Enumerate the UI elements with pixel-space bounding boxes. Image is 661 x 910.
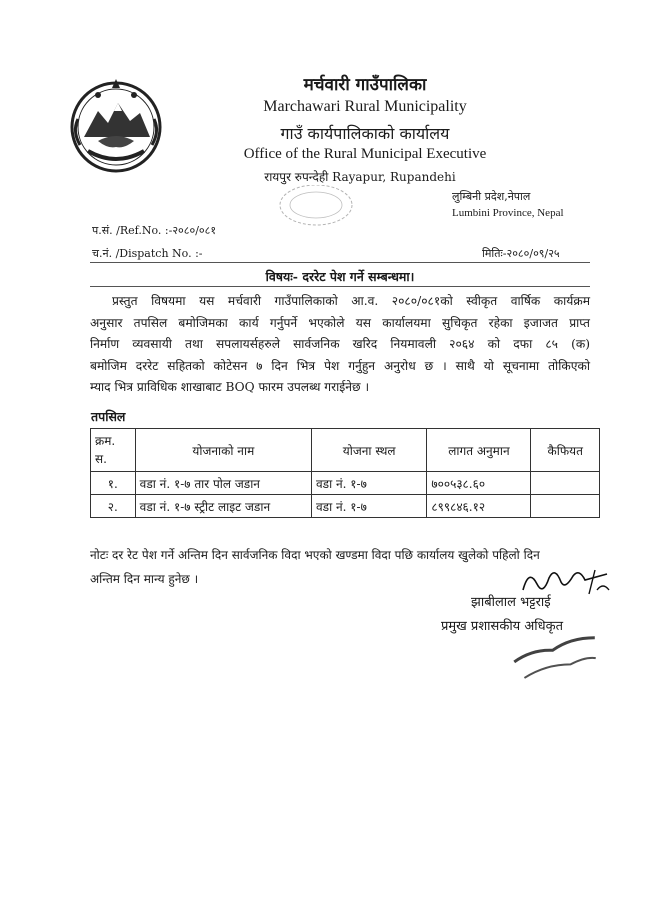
nepal-emblem-icon — [64, 75, 168, 179]
signatory-title: प्रमुख प्रशासकीय अधिकृत — [441, 619, 564, 634]
table-row — [91, 472, 600, 495]
province-english: Lumbini Province, Nepal — [452, 207, 564, 219]
header-serial-line2: स. — [95, 452, 107, 466]
office-name-english: Office of the Rural Municipal Executive — [243, 146, 487, 162]
note-line: अन्तिम दिन मान्य हुनेछ । — [90, 572, 199, 586]
table-header-row — [91, 429, 600, 472]
schedule-table — [90, 428, 600, 518]
body-line: अनुसार तपसिल बमोजिमका कार्य गर्नुपर्ने भएकोले यस कार्यालयमा सुचिकृत रहेका इजाजत प्राप्त — [90, 315, 590, 330]
note-line: नोटः दर रेट पेश गर्ने अन्तिम दिन सार्वजनिक विदा भएको खण्डमा विदा पछि कार्यालय खुलेको पहिलो दिन — [90, 548, 540, 562]
cell-cost-estimate: ८९९८४६.१२ — [427, 495, 531, 518]
municipality-name-nepali: मर्चवारी गाउँपालिका — [303, 75, 427, 95]
body-line: प्रस्तुत विषयमा यस मर्चवारी गाउँपालिकाको आ.व. २०८०/०८१को स्वीकृत वार्षिक कार्यक्रम — [112, 294, 590, 308]
header-project-location: योजना स्थल — [312, 429, 427, 472]
header-project-name: योजनाको नाम — [135, 429, 311, 472]
cell-cost-estimate: ७००५३८.६० — [427, 472, 531, 495]
cell-project-location: वडा नं. १-७ — [312, 495, 427, 518]
cell-project-name: वडा नं. १-७ तार पोल जडान — [135, 472, 311, 495]
table-row — [91, 495, 600, 518]
officer-stamp — [495, 630, 615, 690]
cell-serial: २. — [91, 495, 136, 518]
header-serial — [91, 429, 136, 472]
office-name-nepali: गाउँ कार्यपालिकाको कार्यालय — [280, 124, 450, 143]
cell-serial: १. — [91, 472, 136, 495]
subject-line: विषयः- दररेट पेश गर्ने सम्बन्धमा। — [265, 269, 415, 284]
office-seal-stamp — [268, 185, 378, 233]
province-nepali: लुम्बिनी प्रदेश,नेपाल — [452, 190, 531, 203]
divider — [90, 262, 590, 263]
letter-date: मितिः-२०८०/०९/२५ — [482, 247, 560, 260]
cell-remarks — [531, 495, 600, 518]
dispatch-number: च.नं. /Dispatch No. :- — [92, 247, 203, 260]
body-paragraph — [90, 291, 590, 399]
cell-remarks — [531, 472, 600, 495]
municipality-name-english: Marchawari Rural Municipality — [263, 98, 467, 115]
divider — [90, 286, 590, 287]
body-line: म्याद भित्र प्राविधिक शाखाबाट BOQ फारम उपलब्ध गराईनेछ । — [90, 380, 370, 394]
body-line: निर्माण व्यवसायी तथा सपलायर्सहरुले सार्वजनिक खरिद नियमावली २०६४ को दफा ८५ (क) — [90, 337, 590, 351]
signatory-name: झाबीलाल भट्टराई — [471, 595, 551, 610]
cell-project-name: वडा नं. १-७ स्ट्रीट लाइट जडान — [135, 495, 311, 518]
schedule-label: तपसिल — [91, 409, 126, 424]
header-cost-estimate: लागत अनुमान — [427, 429, 531, 472]
office-address: रायपुर रुपन्देही Rayapur, Rupandehi — [264, 170, 456, 184]
body-line: बमोजिम दररेट सहितको कोटेसन ७ दिन भित्र पेश गर्नुहुन अनुरोध छ । साथै यो सूचनामा तोकिएको — [90, 358, 590, 373]
reference-number: प.सं. /Ref.No. :-२०८०/०८१ — [92, 224, 217, 237]
cell-project-location: वडा नं. १-७ — [312, 472, 427, 495]
header-remarks: कैफियत — [531, 429, 600, 472]
header-serial-line1: क्रम. — [95, 434, 116, 448]
